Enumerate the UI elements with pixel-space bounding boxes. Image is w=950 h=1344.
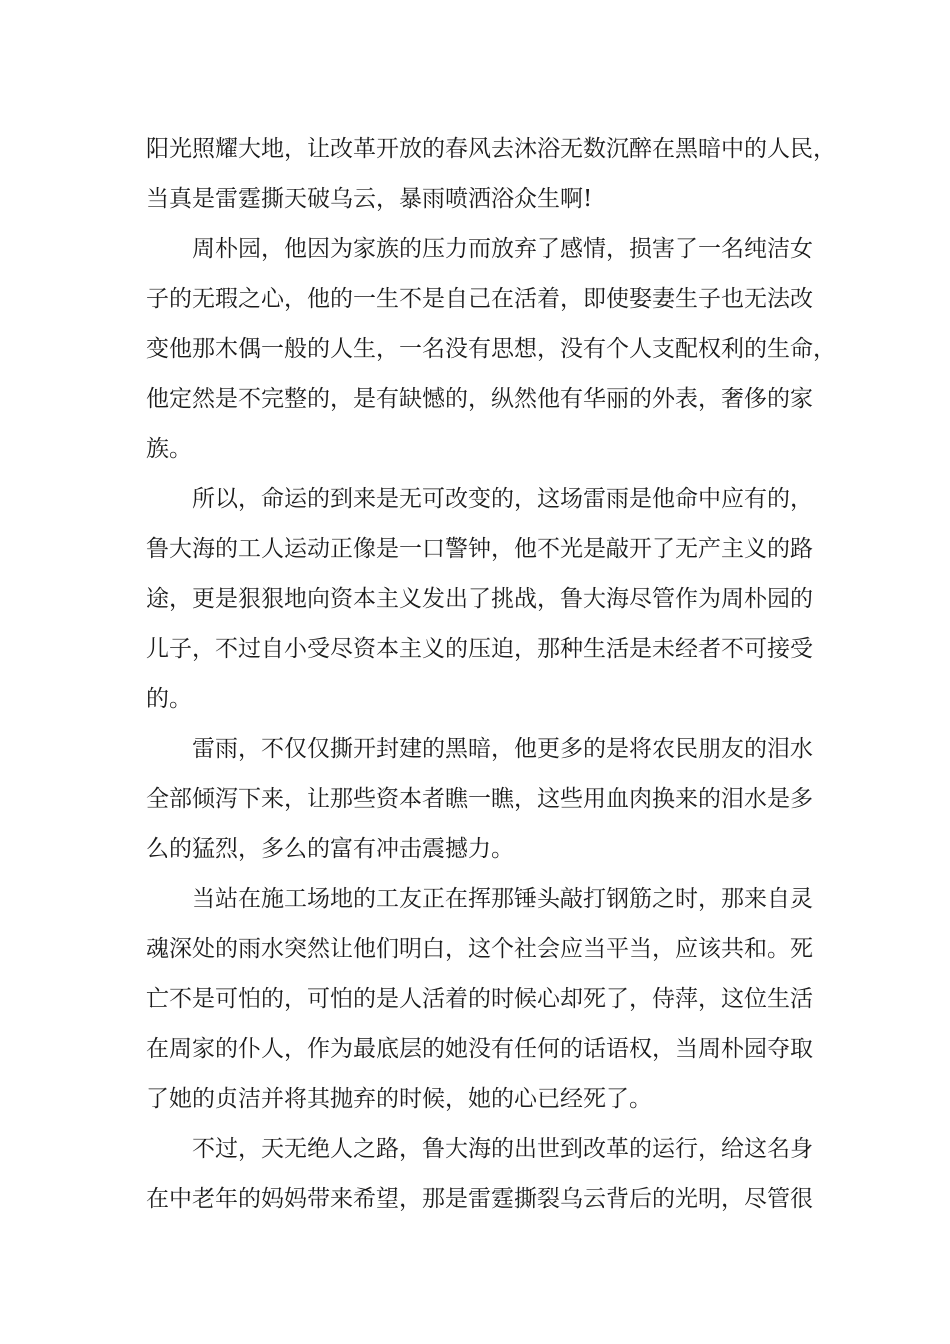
text-line: 么的猛烈，多么的富有冲击震撼力。 <box>146 836 514 862</box>
text-line: 他定然是不完整的，是有缺憾的，纵然他有华丽的外表，奢侈的家 <box>146 386 813 412</box>
text-line: 全部倾泻下来，让那些资本者瞧一瞧，这些用血肉换来的泪水是多 <box>146 786 813 812</box>
text-line: 族。 <box>146 436 192 462</box>
paragraph-start-line: 不过，天无绝人之路，鲁大海的出世到改革的运行，给这名身 <box>192 1136 813 1162</box>
text-line: 阳光照耀大地，让改革开放的春风去沐浴无数沉醉在黑暗中的人民， <box>146 136 836 162</box>
paragraph-start-line: 雷雨，不仅仅撕开封建的黑暗，他更多的是将农民朋友的泪水 <box>192 736 813 762</box>
text-line: 鲁大海的工人运动正像是一口警钟，他不光是敲开了无产主义的路 <box>146 536 813 562</box>
text-line: 了她的贞洁并将其抛弃的时候，她的心已经死了。 <box>146 1086 652 1112</box>
paragraph-start-line: 当站在施工场地的工友正在挥那锤头敲打钢筋之时，那来自灵 <box>192 886 813 912</box>
text-line: 当真是雷霆撕天破乌云，暴雨喷洒浴众生啊! <box>146 186 593 212</box>
text-line: 的。 <box>146 686 192 712</box>
text-line: 变他那木偶一般的人生，一名没有思想，没有个人支配权利的生命， <box>146 336 836 362</box>
text-line: 子的无瑕之心，他的一生不是自己在活着，即使娶妻生子也无法改 <box>146 286 813 312</box>
text-line: 亡不是可怕的，可怕的是人活着的时候心却死了，侍萍，这位生活 <box>146 986 813 1012</box>
text-line: 途，更是狠狠地向资本主义发出了挑战，鲁大海尽管作为周朴园的 <box>146 586 813 612</box>
text-line: 魂深处的雨水突然让他们明白，这个社会应当平当，应该共和。死 <box>146 936 813 962</box>
text-line: 儿子，不过自小受尽资本主义的压迫，那种生活是未经者不可接受 <box>146 636 813 662</box>
body-text <box>146 124 836 1224</box>
paragraph-start-line: 所以，命运的到来是无可改变的，这场雷雨是他命中应有的， <box>192 486 813 512</box>
paragraph-start-line: 周朴园，他因为家族的压力而放弃了感情，损害了一名纯洁女 <box>192 236 813 262</box>
text-line: 在中老年的妈妈带来希望，那是雷霆撕裂乌云背后的光明，尽管很 <box>146 1186 813 1212</box>
text-line: 在周家的仆人，作为最底层的她没有任何的话语权，当周朴园夺取 <box>146 1036 813 1062</box>
